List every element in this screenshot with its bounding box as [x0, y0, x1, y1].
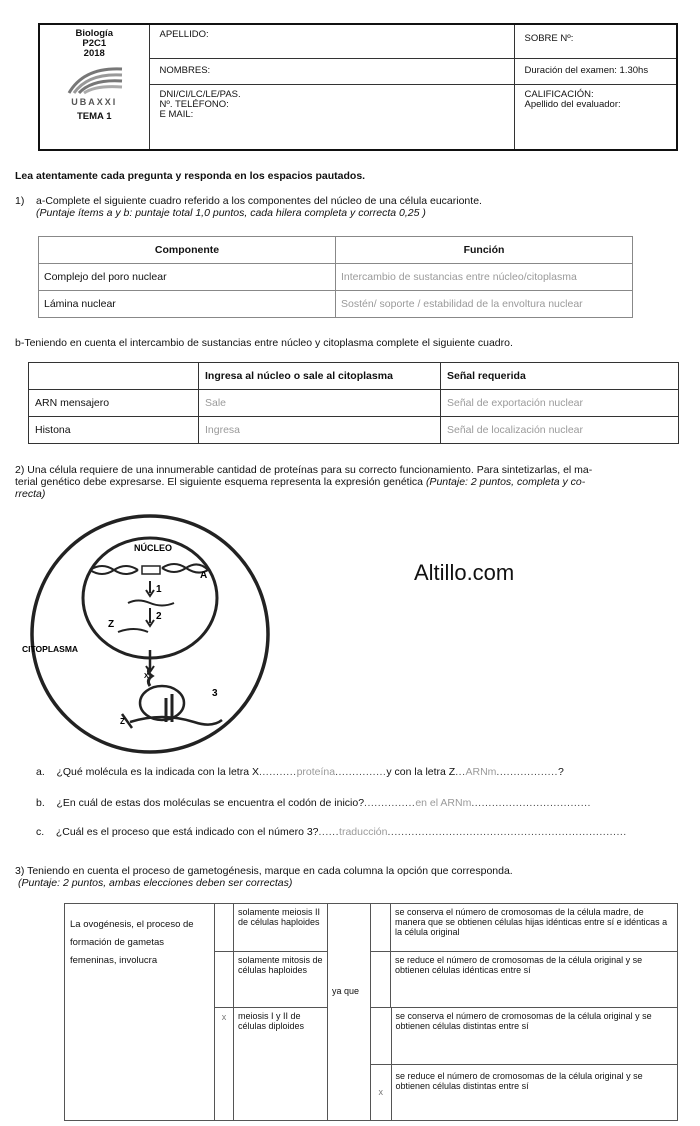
gene-segment — [142, 566, 160, 574]
q2-text-line1: 2) Una célula requiere de una innumerable cantidad de proteínas para su correcto funcionamiento. Para sintetizarlas, el ma- — [15, 464, 593, 476]
label-citoplasma: CITOPLASMA — [22, 644, 79, 654]
q2-item-question: ¿En cuál de estas dos moléculas se encuentra el codón de inicio? — [56, 797, 365, 809]
dots: ............... — [364, 797, 416, 809]
label-z-nucleus: Z — [108, 619, 115, 630]
dots: ... — [455, 766, 466, 778]
q1-table — [38, 236, 633, 318]
q3-left-option: solamente meiosis II de células haploides — [234, 904, 328, 952]
q3-left-check[interactable]: x — [215, 1008, 234, 1121]
nombres-field[interactable]: NOMBRES: — [149, 58, 514, 84]
dots: ...... — [318, 826, 340, 838]
q1b-table — [28, 362, 679, 444]
duracion-label: Duración del examen: 1.30hs — [514, 58, 677, 84]
label-1: 1 — [156, 584, 162, 595]
label-a: A — [200, 570, 208, 581]
q3-score: (Puntaje: 2 puntos, ambas elecciones deben ser correctas) — [18, 877, 293, 889]
q1-cell: Lámina nuclear — [39, 291, 336, 318]
dots: ...................................................................... — [387, 826, 627, 838]
q3-right-option: se conserva el número de cromosomas de la célula madre, de manera que se obtienen células hijas idénticas entre sí e idénticas a la célula original — [391, 904, 678, 952]
q2-text-line2 — [15, 476, 685, 488]
contact-fields[interactable] — [149, 84, 514, 150]
q2-item-a — [36, 766, 564, 778]
dots: .................. — [496, 766, 558, 778]
q1b-answer-cell[interactable]: Señal de localización nuclear — [441, 417, 679, 444]
exam-header — [38, 23, 678, 151]
q2-item-letter: a. — [36, 766, 45, 778]
header-year: 2018 — [83, 48, 105, 59]
q1b-header-senal: Señal requerida — [441, 363, 679, 390]
header-code: P2C1 — [82, 38, 107, 49]
q2-item-letter: b. — [36, 797, 45, 809]
dots: ........... — [258, 766, 297, 778]
q2-item-letter: c. — [36, 826, 45, 838]
q1-answer-cell[interactable]: Sostén/ soporte / estabilidad de la envoltura nuclear — [336, 291, 633, 318]
dni-label: DNI/CI/LC/LE/PAS. — [159, 88, 241, 100]
q2-item-question-mid: y con la letra Z — [386, 766, 456, 778]
email-label: E MAIL: — [159, 108, 194, 120]
dots: ................................... — [471, 797, 591, 809]
q2-item-b — [36, 797, 591, 809]
q3-left-check[interactable] — [215, 952, 234, 1008]
q3-left-option: solamente mitosis de células haploides — [234, 952, 328, 1008]
q1-header-funcion: Función — [336, 237, 633, 264]
q2-score-1: (Puntaje: 2 puntos, completa y co- — [425, 476, 586, 488]
header-subject: Biología — [75, 28, 113, 39]
q2-text — [15, 464, 685, 500]
q3-right-check[interactable] — [371, 904, 391, 952]
answer-process[interactable]: traducción — [339, 826, 388, 838]
calificacion-field[interactable] — [514, 84, 677, 150]
header-logo-cell — [39, 24, 149, 150]
answer-x[interactable]: proteína — [296, 766, 336, 778]
rna-strand — [128, 601, 174, 606]
q3-text: 3) Teniendo en cuenta el proceso de gametogénesis, marque en cada columna la opción que corresponda. — [15, 865, 513, 877]
q3-right-option: se conserva el número de cromosomas de la célula original y se obtienen células distintas entre sí — [391, 1008, 677, 1064]
label-3: 3 — [212, 688, 218, 699]
label-z: Z — [120, 717, 125, 726]
table-row — [29, 390, 679, 417]
watermark: Altillo.com — [414, 560, 515, 585]
q1b-header-ingresa: Ingresa al núcleo o sale al citoplasma — [199, 363, 441, 390]
answer-z[interactable]: ARNm — [465, 766, 497, 778]
gene-expression-diagram — [22, 508, 277, 760]
q3-right-option: se reduce el número de cromosomas de la célula original y se obtienen células distintas entre sí — [395, 1070, 643, 1091]
dna-strand — [90, 566, 138, 574]
q1b-answer-cell[interactable]: Señal de exportación nuclear — [441, 390, 679, 417]
q1-text: a-Complete el siguiente cuadro referido a los componentes del núcleo de una célula eucarionte. — [36, 195, 482, 207]
q1b-cell: Histona — [29, 417, 199, 444]
table-row — [39, 264, 633, 291]
q3-right-check[interactable]: x — [371, 1064, 391, 1120]
label-x: X — [144, 673, 149, 680]
answer-codon[interactable]: en el ARNm — [415, 797, 472, 809]
q2-score-2: rrecta) — [15, 488, 46, 500]
telefono-label: Nº. TELÉFONO: — [159, 98, 229, 110]
table-row — [29, 417, 679, 444]
q1b-answer-cell[interactable]: Sale — [199, 390, 441, 417]
calificacion-label: CALIFICACIÓN: — [524, 88, 594, 100]
q2-item-end: ? — [557, 766, 564, 778]
uba-logo-icon — [64, 65, 124, 95]
q1-header-componente: Componente — [39, 237, 336, 264]
q1-score: (Puntaje ítems a y b: puntaje total 1,0 puntos, cada hilera completa y correcta 0,25 ) — [36, 207, 426, 219]
q3-left-check[interactable] — [215, 904, 234, 952]
mrna-cytoplasm — [130, 717, 222, 725]
ribosome — [140, 686, 184, 720]
q2-item-question: ¿Cuál es el proceso que está indicado con el número 3? — [55, 826, 319, 838]
q2-item-question: ¿Qué molécula es la indicada con la letra X — [56, 766, 259, 778]
q1-cell: Complejo del poro nuclear — [39, 264, 336, 291]
sobre-field[interactable]: SOBRE Nº: — [514, 24, 677, 58]
q3-left-option: meiosis I y II de células diploides — [234, 1008, 328, 1121]
table-row — [39, 291, 633, 318]
q3-table — [64, 903, 678, 1121]
logo-text: UBAXXI — [71, 97, 118, 107]
label-nucleo: NÚCLEO — [134, 543, 172, 553]
apellido-field[interactable]: APELLIDO: — [149, 24, 514, 58]
dots: ............... — [335, 766, 387, 778]
q1-answer-cell[interactable]: Intercambio de sustancias entre núcleo/citoplasma — [336, 264, 633, 291]
q2-item-c — [36, 826, 627, 838]
q1b-text: b-Teniendo en cuenta el intercambio de sustancias entre núcleo y citoplasma complete el siguiente cuadro. — [15, 337, 513, 349]
label-2: 2 — [156, 611, 162, 622]
nucleus-envelope — [83, 538, 217, 658]
instructions: Lea atentamente cada pregunta y responda en los espacios pautados. — [15, 170, 366, 182]
q3-right-check[interactable] — [371, 952, 391, 1008]
q3-right-check[interactable] — [371, 1008, 391, 1064]
q1b-answer-cell[interactable]: Ingresa — [199, 417, 441, 444]
q2-text-line2-main: terial genético debe expresarse. El siguiente esquema representa la expresión genética — [15, 476, 424, 488]
q1b-cell: ARN mensajero — [29, 390, 199, 417]
q3-connector: ya que — [328, 904, 371, 1121]
q3-right-split — [371, 1008, 678, 1121]
q1-number: 1) — [15, 195, 25, 207]
evaluador-label: Apellido del evaluador: — [524, 98, 621, 110]
q3-right-option: se reduce el número de cromosomas de la célula original y se obtienen células idénticas entre sí — [391, 952, 678, 1008]
q1b-header-empty — [29, 363, 199, 390]
header-tema: TEMA 1 — [77, 111, 112, 122]
mature-rna — [118, 629, 148, 632]
q3-stem: La ovogénesis, el proceso de formación de gametas femeninas, involucra — [65, 904, 215, 1121]
